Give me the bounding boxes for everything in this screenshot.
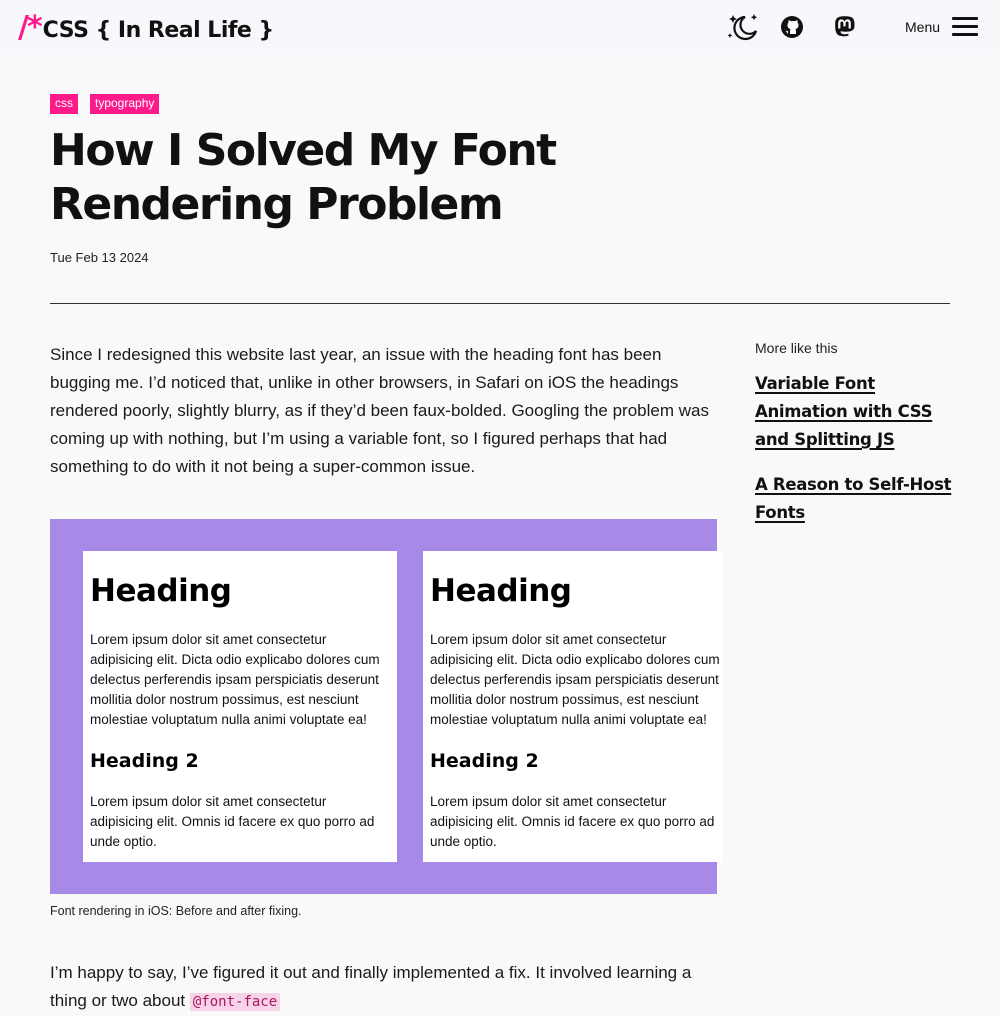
related-link-variable-font-animation[interactable]: Variable Font Animation with CSS and Splitting JS [755, 374, 933, 449]
mastodon-icon[interactable] [827, 10, 863, 44]
menu-button[interactable] [905, 12, 978, 42]
comparison-figure [50, 519, 720, 894]
divider [50, 303, 950, 304]
before-card [83, 551, 397, 862]
related-heading: More like this [755, 340, 838, 356]
body-paragraph-text: I’m happy to say, I’ve figured it out and finally implemented a fix. It involved learning a thing or two about [50, 963, 692, 1010]
menu-label: Menu [905, 19, 941, 35]
inline-code: @font-face [190, 993, 280, 1011]
tag-css[interactable]: css [50, 94, 78, 114]
after-card [423, 551, 723, 862]
intro-paragraph: Since I redesigned this website last year, an issue with the heading font has been bugging me. I’d noticed that, unlike in other browsers, in Safari on iOS the headings rendered poorly, slightly blurry, as if they’d been faux-bolded. Googling the problem was coming up with nothing, but I’m using a variable font, so I figured perhaps that had something to do with it not being a super-common issue. [50, 345, 709, 476]
card-heading-2: Heading 2 [90, 750, 199, 772]
card-heading: Heading [430, 573, 572, 609]
post-date: Tue Feb 13 2024 [50, 250, 149, 265]
card-paragraph: Lorem ipsum dolor sit amet consectetur adipisicing elit. Dicta odio explicabo dolores cum delectus perferendis ipsam perspiciatis deserunt mollitia dolor nostrum possimus, est nesciunt molestiae voluptatum nulla animi voluptate ea! [430, 632, 720, 727]
figure-caption: Font rendering in iOS: Before and after fixing. [50, 904, 302, 918]
hamburger-icon [952, 17, 978, 37]
card-paragraph-2: Lorem ipsum dolor sit amet consectetur adipisicing elit. Omnis id facere ex quo porro ad unde optio. [90, 794, 375, 849]
tag-list [50, 94, 159, 114]
site-logo-link[interactable] [18, 10, 274, 46]
site-header [0, 0, 1000, 54]
github-icon[interactable] [774, 10, 810, 44]
related-link-self-host-fonts[interactable]: A Reason to Self-Host Fonts [755, 475, 952, 522]
logo-text: CSS { In Real Life } [42, 18, 274, 43]
logo-mark: /* [18, 10, 41, 45]
card-heading-2: Heading 2 [430, 750, 539, 772]
card-paragraph-2: Lorem ipsum dolor sit amet consectetur adipisicing elit. Omnis id facere ex quo porro ad unde optio. [430, 794, 715, 849]
card-paragraph: Lorem ipsum dolor sit amet consectetur adipisicing elit. Dicta odio explicabo dolores cum delectus perferendis ipsam perspiciatis deserunt mollitia dolor nostrum possimus, est nesciunt molestiae voluptatum nulla animi voluptate ea! [90, 632, 380, 727]
related-posts [755, 340, 955, 544]
card-heading: Heading [90, 573, 232, 609]
body-paragraph [50, 959, 720, 1016]
tag-typography[interactable]: typography [90, 94, 159, 114]
theme-toggle-icon[interactable] [725, 10, 761, 44]
page-title: How I Solved My Font Rendering Problem [50, 125, 556, 230]
